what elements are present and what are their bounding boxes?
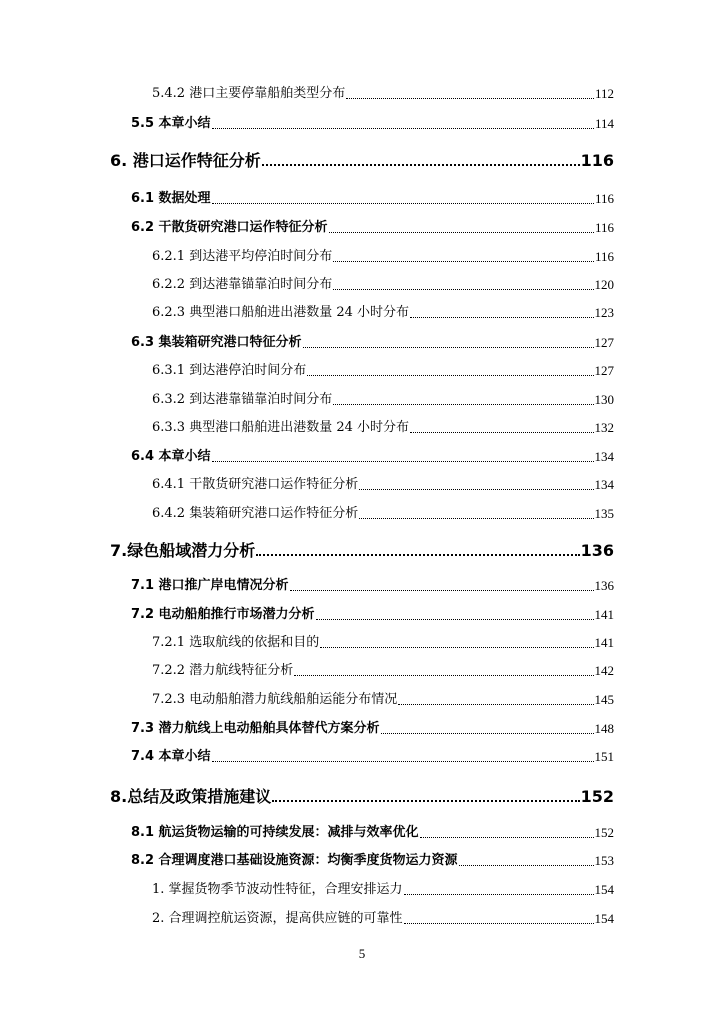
toc-entry-page: 135: [594, 506, 614, 521]
toc-entry-page: 151: [594, 749, 614, 764]
toc-entry-label: 2. 合理调控航运资源，提高供应链的可靠性: [152, 911, 403, 926]
toc-entry[interactable]: [152, 363, 614, 379]
toc-entry-page: 130: [594, 392, 614, 407]
toc-entry[interactable]: [131, 116, 614, 132]
toc-entry[interactable]: [131, 449, 614, 465]
dot-leader: [404, 894, 594, 895]
toc-entry[interactable]: [152, 882, 614, 898]
dot-leader: [212, 461, 594, 462]
toc-chapter[interactable]: [110, 787, 614, 806]
toc-entry-label: 8.总结及政策措施建议: [110, 787, 272, 806]
toc-entry-page: 132: [594, 420, 614, 435]
toc-entry-page: 136: [594, 578, 614, 593]
dot-leader: [359, 518, 593, 519]
toc-entry-page: 141: [594, 607, 614, 622]
toc-entry[interactable]: [152, 392, 614, 408]
toc-entry[interactable]: [152, 305, 614, 321]
toc-entry-label: 6.2.2 到达港靠锚靠泊时间分布: [152, 277, 333, 292]
dot-leader: [290, 590, 594, 591]
toc-chapter[interactable]: [110, 151, 614, 170]
toc-entry-label: 8.1 航运货物运输的可持续发展：减排与效率优化: [131, 825, 419, 840]
toc-entry-page: 116: [594, 249, 614, 264]
dot-leader: [212, 761, 594, 762]
toc-entry[interactable]: [131, 607, 614, 623]
dot-leader: [333, 289, 593, 290]
toc-entry-label: 7.1 港口推广岸电情况分析: [131, 578, 289, 593]
toc-entry-page: 116: [580, 151, 614, 170]
dot-leader: [333, 404, 593, 405]
toc-entry-label: 6.3.2 到达港靠锚靠泊时间分布: [152, 392, 333, 407]
toc-entry[interactable]: [131, 853, 614, 869]
toc-entry-label: 7.2.1 选取航线的依据和目的: [152, 635, 320, 650]
dot-leader: [404, 923, 594, 924]
dot-leader: [262, 164, 580, 166]
dot-leader: [329, 232, 594, 233]
dot-leader: [346, 98, 594, 99]
toc-entry-page: 116: [594, 191, 614, 206]
dot-leader: [410, 317, 593, 318]
toc-entry[interactable]: [152, 635, 614, 651]
toc-entry-label: 7.绿色船域潜力分析: [110, 541, 256, 560]
toc-entry-label: 5.4.2 港口主要停靠船舶类型分布: [152, 86, 346, 101]
toc-entry-page: 145: [594, 692, 614, 707]
dot-leader: [398, 704, 593, 705]
dot-leader: [359, 489, 593, 490]
toc-entry[interactable]: [131, 825, 614, 841]
toc-entry-page: 127: [594, 363, 614, 378]
toc-entry[interactable]: [152, 911, 614, 927]
dot-leader: [410, 432, 593, 433]
toc-entry-page: 114: [594, 116, 614, 131]
toc-entry[interactable]: [152, 663, 614, 679]
dot-leader: [272, 800, 579, 802]
toc-entry[interactable]: [131, 749, 614, 765]
toc-entry-page: 148: [594, 721, 614, 736]
toc-entry-page: 134: [594, 477, 614, 492]
toc-entry[interactable]: [131, 191, 614, 207]
dot-leader: [316, 619, 594, 620]
toc-entry-page: 123: [594, 305, 614, 320]
toc-entry-page: 127: [594, 335, 614, 350]
toc-entry-label: 1. 掌握货物季节波动性特征，合理安排运力: [152, 882, 403, 897]
toc-entry-page: 142: [594, 663, 614, 678]
toc-entry[interactable]: [152, 692, 614, 708]
toc-entry-label: 7.2 电动船舶推行市场潜力分析: [131, 607, 315, 622]
toc-entry-label: 6. 港口运作特征分析: [110, 151, 261, 170]
dot-leader: [307, 375, 593, 376]
toc-entry-page: 134: [594, 449, 614, 464]
toc-entry[interactable]: [152, 277, 614, 293]
toc-entry-label: 6.3.3 典型港口船舶进出港数量 24 小时分布: [152, 420, 410, 435]
dot-leader: [381, 733, 594, 734]
toc-entry-label: 6.2.3 典型港口船舶进出港数量 24 小时分布: [152, 305, 410, 320]
dot-leader: [212, 128, 594, 129]
dot-leader: [294, 675, 593, 676]
toc-entry-label: 6.2.1 到达港平均停泊时间分布: [152, 249, 333, 264]
toc-entry[interactable]: [131, 220, 614, 236]
toc-entry-page: 153: [594, 853, 614, 868]
dot-leader: [333, 261, 594, 262]
toc-entry-page: 152: [580, 787, 614, 806]
toc-entry-label: 7.2.3 电动船舶潜力航线船舶运能分布情况: [152, 692, 398, 707]
toc-entry-label: 6.1 数据处理: [131, 191, 211, 206]
toc-entry-page: 116: [594, 220, 614, 235]
toc-entry[interactable]: [131, 578, 614, 594]
toc-entry-label: 6.3 集装箱研究港口特征分析: [131, 335, 302, 350]
toc-entry[interactable]: [152, 477, 614, 493]
toc-entry[interactable]: [152, 86, 614, 102]
dot-leader: [303, 347, 594, 348]
toc-entry-label: 6.4.2 集装箱研究港口运作特征分析: [152, 506, 359, 521]
toc-entry-page: 112: [594, 86, 614, 101]
toc-entry-label: 7.2.2 潜力航线特征分析: [152, 663, 294, 678]
dot-leader: [459, 865, 594, 866]
toc-entry-label: 6.2 干散货研究港口运作特征分析: [131, 220, 328, 235]
page-number: 5: [358, 946, 366, 961]
dot-leader: [320, 647, 593, 648]
dot-leader: [256, 554, 579, 556]
toc-entry[interactable]: [131, 721, 614, 737]
toc-entry[interactable]: [152, 420, 614, 436]
toc-entry-page: 154: [594, 882, 614, 897]
dot-leader: [212, 203, 594, 204]
toc-entry-label: 6.4.1 干散货研究港口运作特征分析: [152, 477, 359, 492]
toc-entry-page: 120: [594, 277, 614, 292]
toc-entry-label: 6.3.1 到达港停泊时间分布: [152, 363, 307, 378]
toc-entry[interactable]: [152, 506, 614, 522]
toc-entry-page: 154: [594, 911, 614, 926]
toc-entry-label: 7.3 潜力航线上电动船舶具体替代方案分析: [131, 721, 380, 736]
toc-entry-label: 5.5 本章小结: [131, 116, 211, 131]
toc-entry-label: 6.4 本章小结: [131, 449, 211, 464]
toc-entry-label: 8.2 合理调度港口基础设施资源：均衡季度货物运力资源: [131, 853, 458, 868]
dot-leader: [420, 837, 594, 838]
toc-entry-page: 136: [580, 541, 614, 560]
toc-entry-label: 7.4 本章小结: [131, 749, 211, 764]
toc-chapter[interactable]: [110, 541, 614, 560]
toc-entry-page: 141: [594, 635, 614, 650]
toc-entry[interactable]: [152, 249, 614, 265]
toc-entry[interactable]: [131, 335, 614, 351]
toc-entry-page: 152: [594, 825, 614, 840]
